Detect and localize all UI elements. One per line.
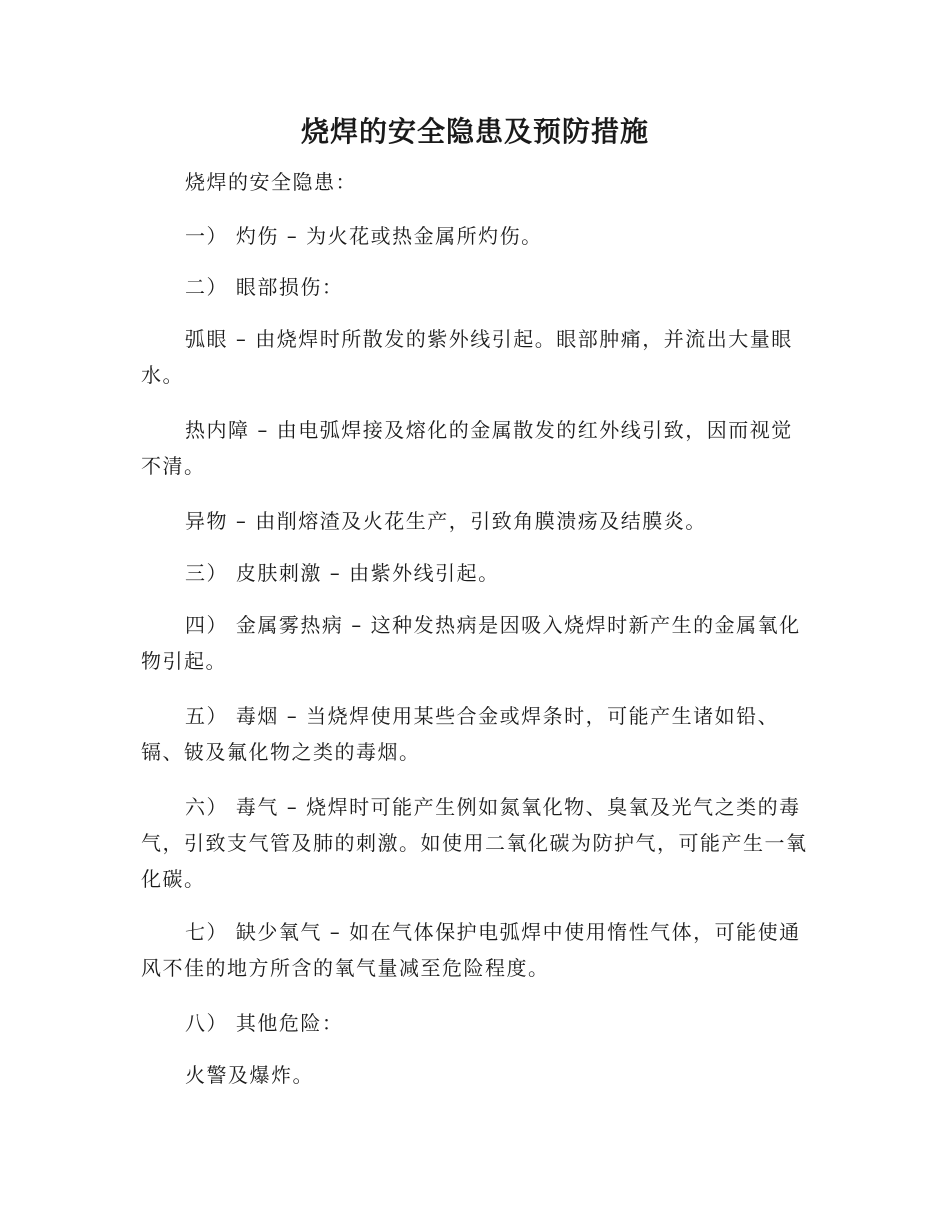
paragraph-cataract: 热内障 – 由电弧焊接及熔化的金属散发的红外线引致，因而视觉不清。: [141, 418, 793, 478]
paragraph-foreign-body: 异物 – 由削熔渣及火花生产，引致角膜溃疡及结膜炎。: [185, 509, 707, 533]
paragraph-burns: 一） 灼伤 – 为火花或热金属所灼伤。: [185, 224, 543, 248]
paragraph-arc-eye: 弧眼 – 由烧焊时所散发的紫外线引起。眼部肿痛，并流出大量眼水。: [141, 327, 793, 387]
paragraph-heading-hazards: 烧焊的安全隐患：: [185, 170, 357, 194]
paragraph-toxic-fumes: 五） 毒烟 – 当烧焊使用某些合金或焊条时，可能产生诸如铅、镉、铍及氟化物之类的毒烟。: [141, 704, 780, 764]
paragraph-toxic-gases: 六） 毒气 – 烧焊时可能产生例如氮氧化物、臭氧及光气之类的毒气，引致支气管及肺的刺激。如使用二氧化碳为防护气，可能产生一氧化碳。: [141, 795, 808, 891]
paragraph-metal-fume-fever: 四） 金属雾热病 – 这种发热病是因吸入烧焊时新产生的金属氧化物引起。: [141, 613, 801, 673]
paragraph-fire-explosion: 火警及爆炸。: [185, 1063, 314, 1087]
document-title: 烧焊的安全隐患及预防措施: [300, 115, 649, 148]
paragraph-eye-injury: 二） 眼部损伤：: [185, 275, 344, 299]
paragraph-other-hazards: 八） 其他危险：: [185, 1011, 344, 1035]
paragraph-oxygen-deficiency: 七） 缺少氧气 – 如在气体保护电弧焊中使用惰性气体，可能使通风不佳的地方所含的氧气量减至危险程度。: [141, 920, 801, 980]
paragraph-skin-irritation: 三） 皮肤刺激 – 由紫外线引起。: [185, 561, 500, 585]
